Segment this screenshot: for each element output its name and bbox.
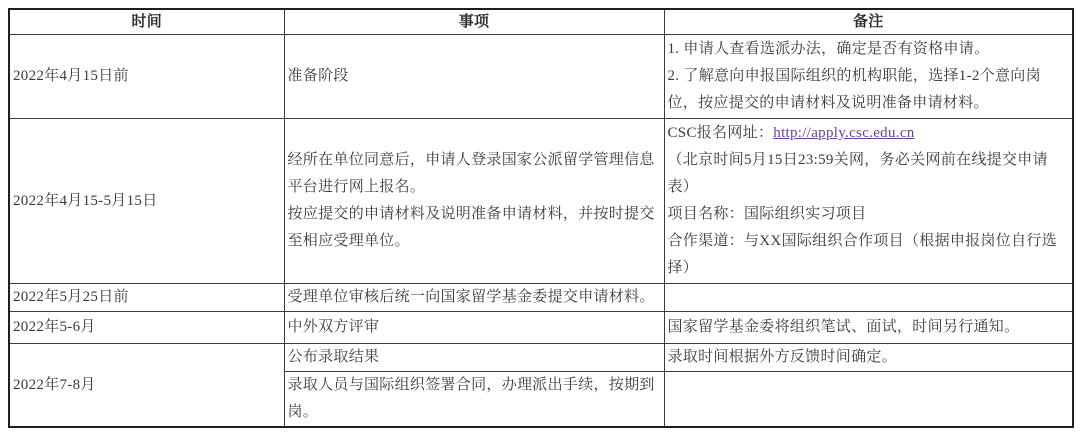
time-cell: 2022年5月25日前 [9, 284, 284, 312]
notes-cell-empty [664, 284, 1073, 312]
items-cell: 公布录取结果 [284, 344, 664, 372]
note-line: （北京时间5月15日23:59关网，务必关网前在线提交申请表） [667, 152, 1048, 195]
csc-apply-link[interactable]: http://apply.csc.edu.cn [773, 125, 915, 141]
header-time: 时间 [9, 9, 284, 35]
items-cell [284, 119, 664, 284]
note-line: 项目名称：国际组织实习项目 [667, 206, 867, 222]
item-line: 经所在单位同意后，申请人登录国家公派留学管理信息平台进行网上报名。 [287, 152, 655, 195]
items-cell: 受理单位审核后统一向国家留学基金委提交申请材料。 [284, 284, 664, 312]
items-cell: 中外双方评审 [284, 312, 664, 344]
notes-cell: 录取时间根据外方反馈时间确定。 [664, 344, 1073, 372]
note-line-url [668, 120, 1070, 147]
notes-cell [664, 35, 1073, 119]
items-cell: 准备阶段 [284, 35, 664, 119]
time-cell: 2022年4月15日前 [9, 35, 284, 119]
note-line: 合作渠道：与XX国际组织合作项目（根据申报岗位自行选择） [667, 233, 1057, 276]
time-cell-merged: 2022年7-8月 [9, 344, 284, 428]
table-row-submission [9, 284, 1073, 312]
note-line: 2. 了解意向申报国际组织的机构职能，选择1-2个意向岗位，按应提交的申请材料及说明准备申请材料。 [667, 68, 1041, 111]
header-row [9, 9, 1073, 35]
application-timeline-table [8, 8, 1074, 428]
items-cell: 录取人员与国际组织签署合同，办理派出手续，按期到岗。 [284, 372, 664, 428]
table-row-results [9, 344, 1073, 372]
csc-url-label: CSC报名网址： [667, 125, 774, 141]
table-row-registration [9, 119, 1073, 284]
notes-cell: 国家留学基金委将组织笔试、面试，时间另行通知。 [664, 312, 1073, 344]
time-cell: 2022年5-6月 [9, 312, 284, 344]
header-items: 事项 [284, 9, 664, 35]
note-line: 1. 申请人查看选派办法，确定是否有资格申请。 [667, 41, 990, 57]
time-cell: 2022年4月15-5月15日 [9, 119, 284, 284]
notes-cell [664, 119, 1073, 284]
item-line: 按应提交的申请材料及说明准备申请材料，并按时提交至相应受理单位。 [287, 206, 655, 249]
table-row-preparation [9, 35, 1073, 119]
notes-cell-empty [664, 372, 1073, 428]
header-notes: 备注 [664, 9, 1073, 35]
table-row-review [9, 312, 1073, 344]
